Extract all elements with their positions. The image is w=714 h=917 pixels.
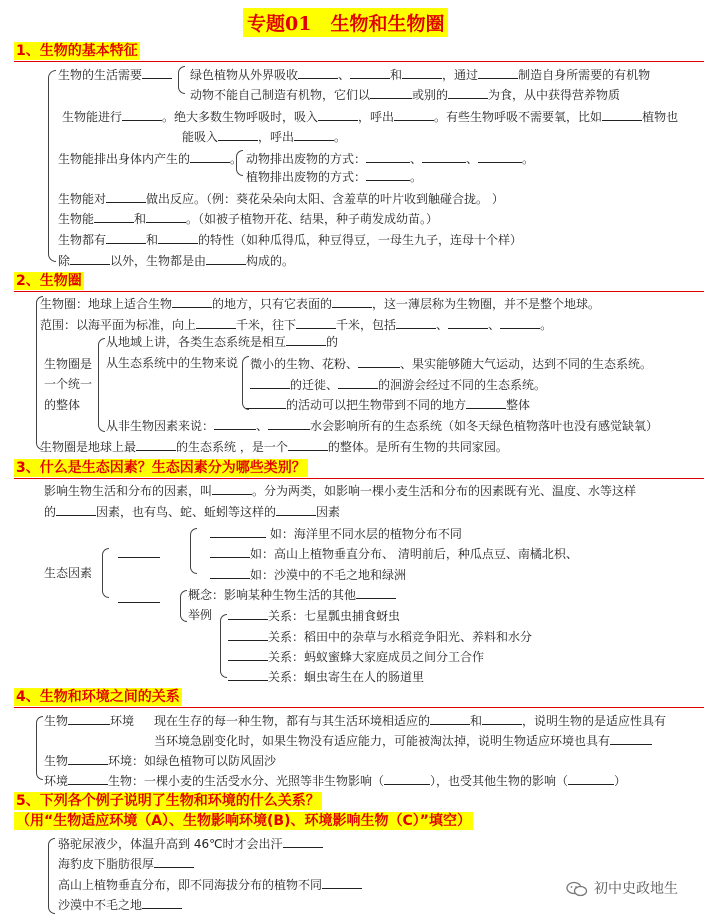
text-line: 现在生存的每一种生物，都有与其生活环境相适应的 和 ，说明生物的是适应性具有	[154, 714, 667, 728]
bracket	[36, 716, 43, 780]
text-line: 的整体	[44, 398, 81, 412]
watermark	[566, 878, 678, 898]
text-line: 如：沙漠中的不毛之地和绿洲	[210, 566, 406, 583]
text-line: 能吸入 ，呼出 。	[182, 130, 347, 144]
text-line: 生物能 和 。（如被子植物开花、结果，种子萌发成幼苗。）	[58, 212, 439, 226]
text-line: 动物不能自己制造有机物，它们以 或别的 为食，从中获得营养物质	[190, 88, 621, 102]
text-line: 生物能进行 。绝大多数生物呼吸时，吸入 ，呼出 。有些生物呼吸不需要氧，比如 植物也	[62, 110, 679, 124]
section-divider	[14, 61, 704, 62]
section-4-heading: 4、生物和环境之间的关系	[16, 689, 180, 705]
text-line: 从非生物因素来说： 、 水会影响所有的生态系统（如冬天绿色植物落叶也没有感觉缺氧）	[106, 419, 659, 433]
bracket	[48, 838, 55, 914]
section-3-heading: 3、什么是生态因素？生态因素分为哪些类别？	[16, 460, 306, 476]
text-line: 生物能排出身体内产生的 。	[58, 152, 243, 166]
text-line: 生物圈：地球上适合生物 的地方，只有它表面的 ，这一薄层称为生物圈，并不是整个地球。	[40, 297, 601, 311]
text-line: 除 以外，生物都是由 构成的。	[58, 254, 295, 268]
text-line: 举例	[188, 608, 213, 622]
text-line: 关系：七星瓢虫捕食蚜虫	[228, 607, 400, 624]
bracket	[48, 70, 56, 262]
text-line: 生物 环境	[44, 714, 135, 728]
section-divider	[14, 291, 704, 292]
text-line: 微小的生物、花粉、 、果实能够随大气运动，达到不同的生态系统。	[250, 357, 653, 371]
bracket	[178, 66, 185, 94]
section-divider	[14, 707, 704, 708]
bracket	[102, 548, 109, 598]
text-line: 影响生物生活和分布的因素，叫 。分为两类，如影响一棵小麦生活和分布的因素既有光、温度、水等这样	[44, 484, 637, 498]
text-line: 的 因素，也有鸟、蛇、蚯蚓等这样的 因素	[44, 505, 341, 519]
wechat-icon	[566, 881, 588, 897]
bracket	[190, 528, 197, 574]
section-5-subheading: （用“生物适应环境（A）、生物影响环境(B)、环境影响生物（C）”填空）	[16, 813, 471, 829]
text-line: 关系：蛔虫寄生在人的肠道里	[228, 668, 424, 685]
text-line: 骆驼尿液少，体温升高到 46℃时才会出汗	[58, 835, 323, 852]
section-5-heading: 5、下列各个例子说明了生物和环境的什么关系？	[16, 793, 320, 809]
text-line: 高山上植物垂直分布，即不同海拔分布的植物不同	[58, 876, 362, 893]
text-line: 的活动可以把生物带到不同的地方 整体	[246, 396, 530, 413]
text-line: 沙漠中不毛之地	[58, 896, 182, 913]
text-line: 概念：影响某种生物生活的其他	[188, 586, 396, 603]
text-line: 生物 环境：如绿色植物可以防风固沙	[44, 754, 277, 768]
section-2-heading: 2、生物圈	[16, 273, 82, 289]
page-title: 专题01 生物和生物圈	[243, 8, 448, 37]
text-line: 生物圈是	[44, 357, 93, 371]
text-line: 一个统一	[44, 377, 93, 391]
bracket	[98, 338, 105, 432]
text-line: 生物都有 和 的特性（如种瓜得瓜，种豆得豆，一母生九子，连母十个样）	[58, 233, 523, 247]
watermark-text: 初中史政地生	[594, 881, 678, 897]
text-line: 生态因素	[44, 566, 93, 580]
section-1-heading: 1、生物的基本特征	[16, 43, 138, 59]
text-line: 生物圈是地球上最 的生态系统 ，是一个 的整体。是所有生物的共同家园。	[40, 440, 508, 454]
text-line: 如：高山上植物垂直分布、 清明前后，种瓜点豆、南橘北枳、	[210, 545, 578, 562]
text-line: 植物排出废物的方式： 。	[246, 170, 423, 184]
bracket	[180, 590, 187, 622]
text-line	[118, 590, 160, 607]
bracket	[220, 614, 227, 678]
text-line: 如：海洋里不同水层的植物分布不同	[210, 525, 462, 542]
text-line: 当环境急剧变化时，如果生物没有适应能力，可能被淘汰掉，说明生物适应环境也具有	[154, 732, 652, 749]
text-line	[118, 545, 160, 562]
text-line: 关系：稻田中的杂草与水稻竞争阳光、养料和水分	[228, 628, 532, 645]
section-divider	[14, 478, 704, 479]
text-line: 环境 生物：一棵小麦的生活受水分、光照等非生物影响（ ），也受其他生物的影响（ ）	[44, 774, 627, 788]
text-line: 从地域上讲，各类生态系统是相互 的	[106, 335, 339, 349]
text-line: 海豹皮下脂肪很厚	[58, 855, 194, 872]
text-line: 生物能对 做出反应。（例：葵花朵朵向太阳、含羞草的叶片收到触碰合拢。 ）	[58, 192, 504, 206]
text-line: 关系：蚂蚁蜜蜂大家庭成员之间分工合作	[228, 648, 484, 665]
text-line: 生物的生活需要	[58, 66, 172, 83]
text-line: 从生态系统中的生物来说	[106, 356, 239, 370]
text-line: 绿色植物从外界吸收 、 和 ，通过 制造自身所需要的有机物	[190, 68, 651, 82]
text-line: 的迁徙、 的洄游会经过不同的生态系统。	[250, 376, 546, 393]
text-line: 动物排出废物的方式： 、 、 。	[246, 152, 535, 166]
text-line: 范围：以海平面为标准，向上 千米，往下 千米，包括 、 、 。	[40, 318, 553, 332]
